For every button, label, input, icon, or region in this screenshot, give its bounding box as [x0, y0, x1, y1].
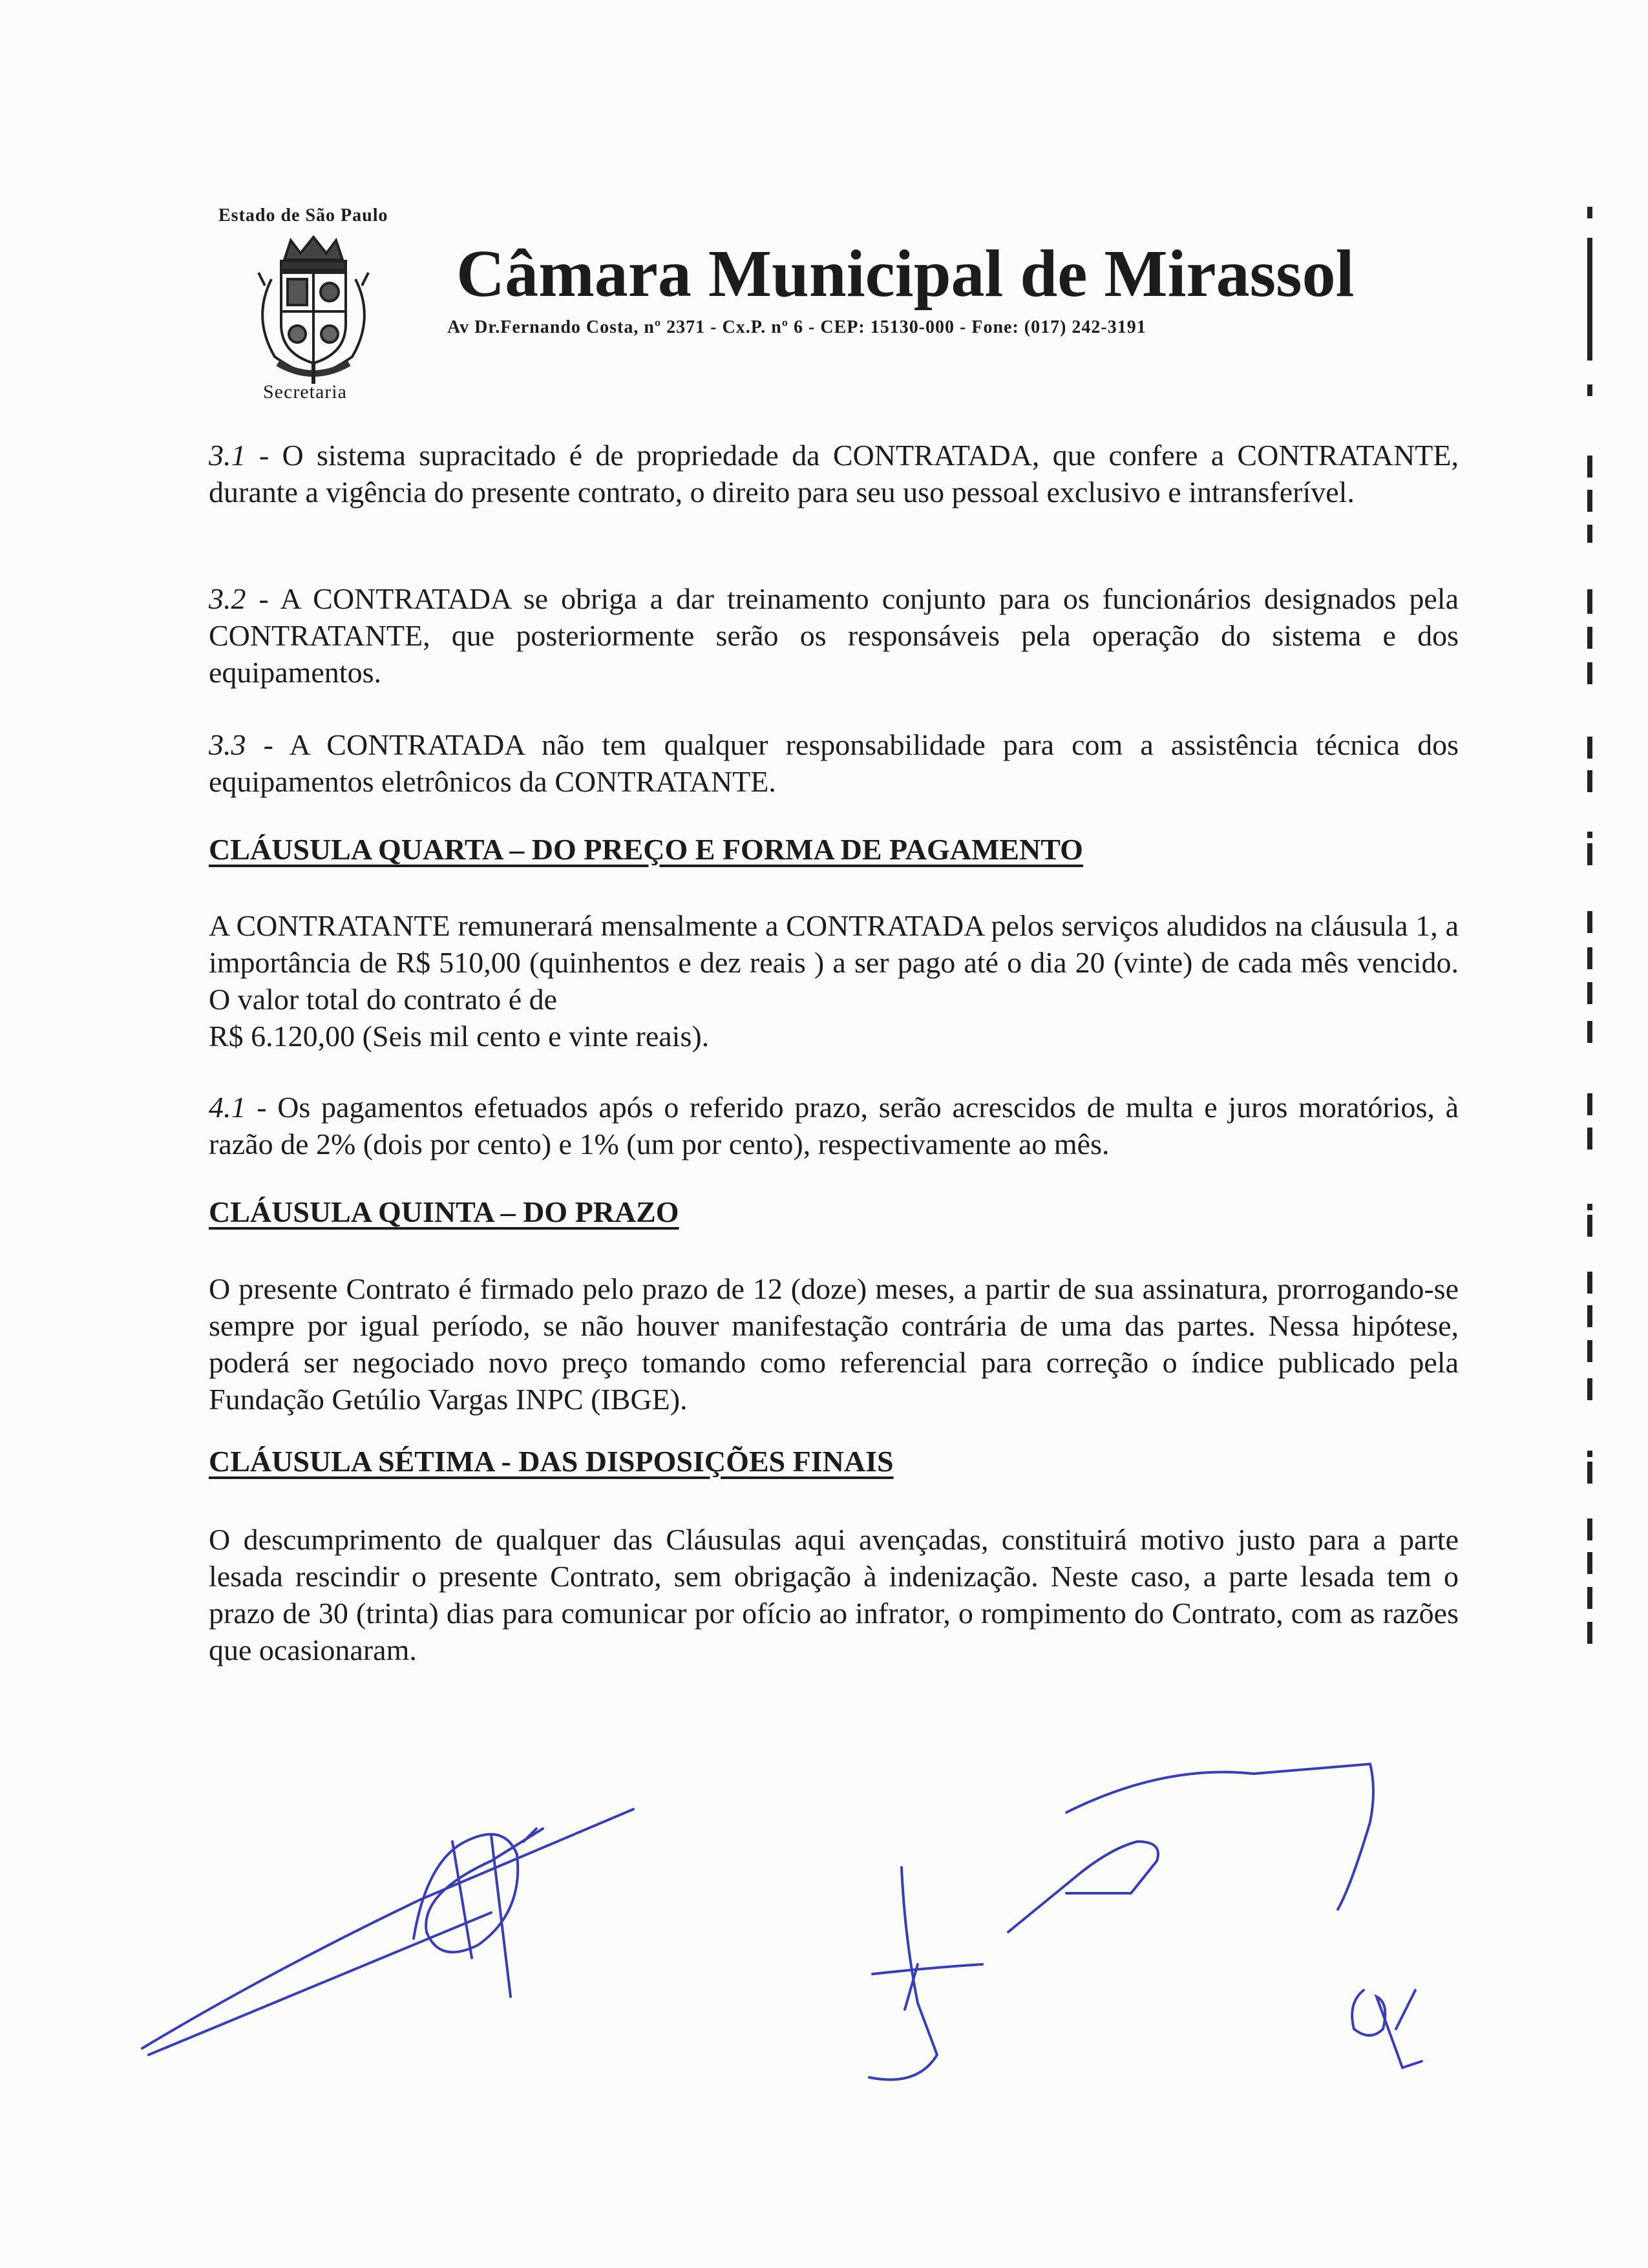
- address-line: Av Dr.Fernando Costa, nº 2371 - Cx.P. nº 6 - CEP: 15130-000 - Fone: (017) 242-3191: [447, 317, 1146, 337]
- section-4-text-line1: A CONTRATANTE remunerará mensalmente a CONTRATADA pelos serviços aludidos na cláusula 1, a importância de R$ 510,00 (quinhentos e dez reais ) a ser pago até o dia 20 (vinte) de cada mês vencido. O valor total do contrato é de: [209, 909, 1459, 1016]
- section-7-text: O descumprimento de qualquer das Cláusulas aqui avençadas, constituirá motivo justo para a parte lesada rescindir o presente Contrato, sem obrigação à indenização. Neste caso, a parte lesada tem o prazo de 30 (trinta) dias para comunicar por ofício ao infrator, o rompimento do Contrato, com as razões que ocasionaram.: [209, 1523, 1459, 1666]
- clause-4-1: [209, 1089, 1459, 1162]
- coat-of-arms-icon: [246, 234, 381, 384]
- page-title: Câmara Municipal de Mirassol: [456, 236, 1355, 311]
- section-heading-7: CLÁUSULA SÉTIMA - DAS DISPOSIÇÕES FINAIS: [209, 1445, 894, 1478]
- clause-text: - A CONTRATADA se obriga a dar treinamento conjunto para os funcionários designados pela CONTRATANTE, que posteriormente serão os responsáveis pela operação do sistema e dos equipamentos.: [209, 582, 1459, 689]
- clause-number: 3.2: [209, 582, 246, 615]
- state-label: Estado de São Paulo: [218, 205, 388, 226]
- clause-text: - O sistema supracitado é de propriedade da CONTRATADA, que confere a CONTRATANTE, durante a vigência do presente contrato, o direito para seu uso pessoal exclusivo e intransferível.: [209, 439, 1459, 509]
- clause-number: 3.1: [209, 439, 246, 472]
- section-heading-5: CLÁUSULA QUINTA – DO PRAZO: [209, 1195, 679, 1228]
- clause-3-3: [209, 726, 1459, 800]
- clause-text: - Os pagamentos efetuados após o referido prazo, serão acrescidos de multa e juros moratórios, à razão de 2% (dois por cento) e 1% (um por cento), respectivamente ao mês.: [209, 1091, 1459, 1160]
- clause-number: 3.3: [209, 728, 246, 761]
- clause-3-2: [209, 580, 1459, 691]
- section-heading-4: CLÁUSULA QUARTA – DO PREÇO E FORMA DE PAGAMENTO: [209, 833, 1083, 866]
- scan-margin-marks: [1581, 207, 1600, 1680]
- clause-number: 4.1: [209, 1091, 246, 1124]
- clause-text: - A CONTRATADA não tem qualquer responsabilidade para com a assistência técnica dos equipamentos eletrônicos da CONTRATANTE.: [209, 728, 1459, 798]
- section-4-text: [209, 907, 1459, 1018]
- section-4-text-line2: R$ 6.120,00 (Seis mil cento e vinte reais).: [209, 1020, 710, 1053]
- section-5-text: O presente Contrato é firmado pelo prazo de 12 (doze) meses, a partir de sua assinatura, prorrogando-se sempre por igual período, se não houver manifestação contrária de uma das partes. Nessa hipótese, poderá ser negociado novo preço tomando como referencial para correção o índice publicado pela Fundação Getúlio Vargas INPC (IBGE).: [209, 1272, 1459, 1416]
- clause-3-1: [209, 437, 1459, 510]
- section-4-total: [209, 1018, 1459, 1055]
- department-label: Secretaria: [263, 381, 347, 403]
